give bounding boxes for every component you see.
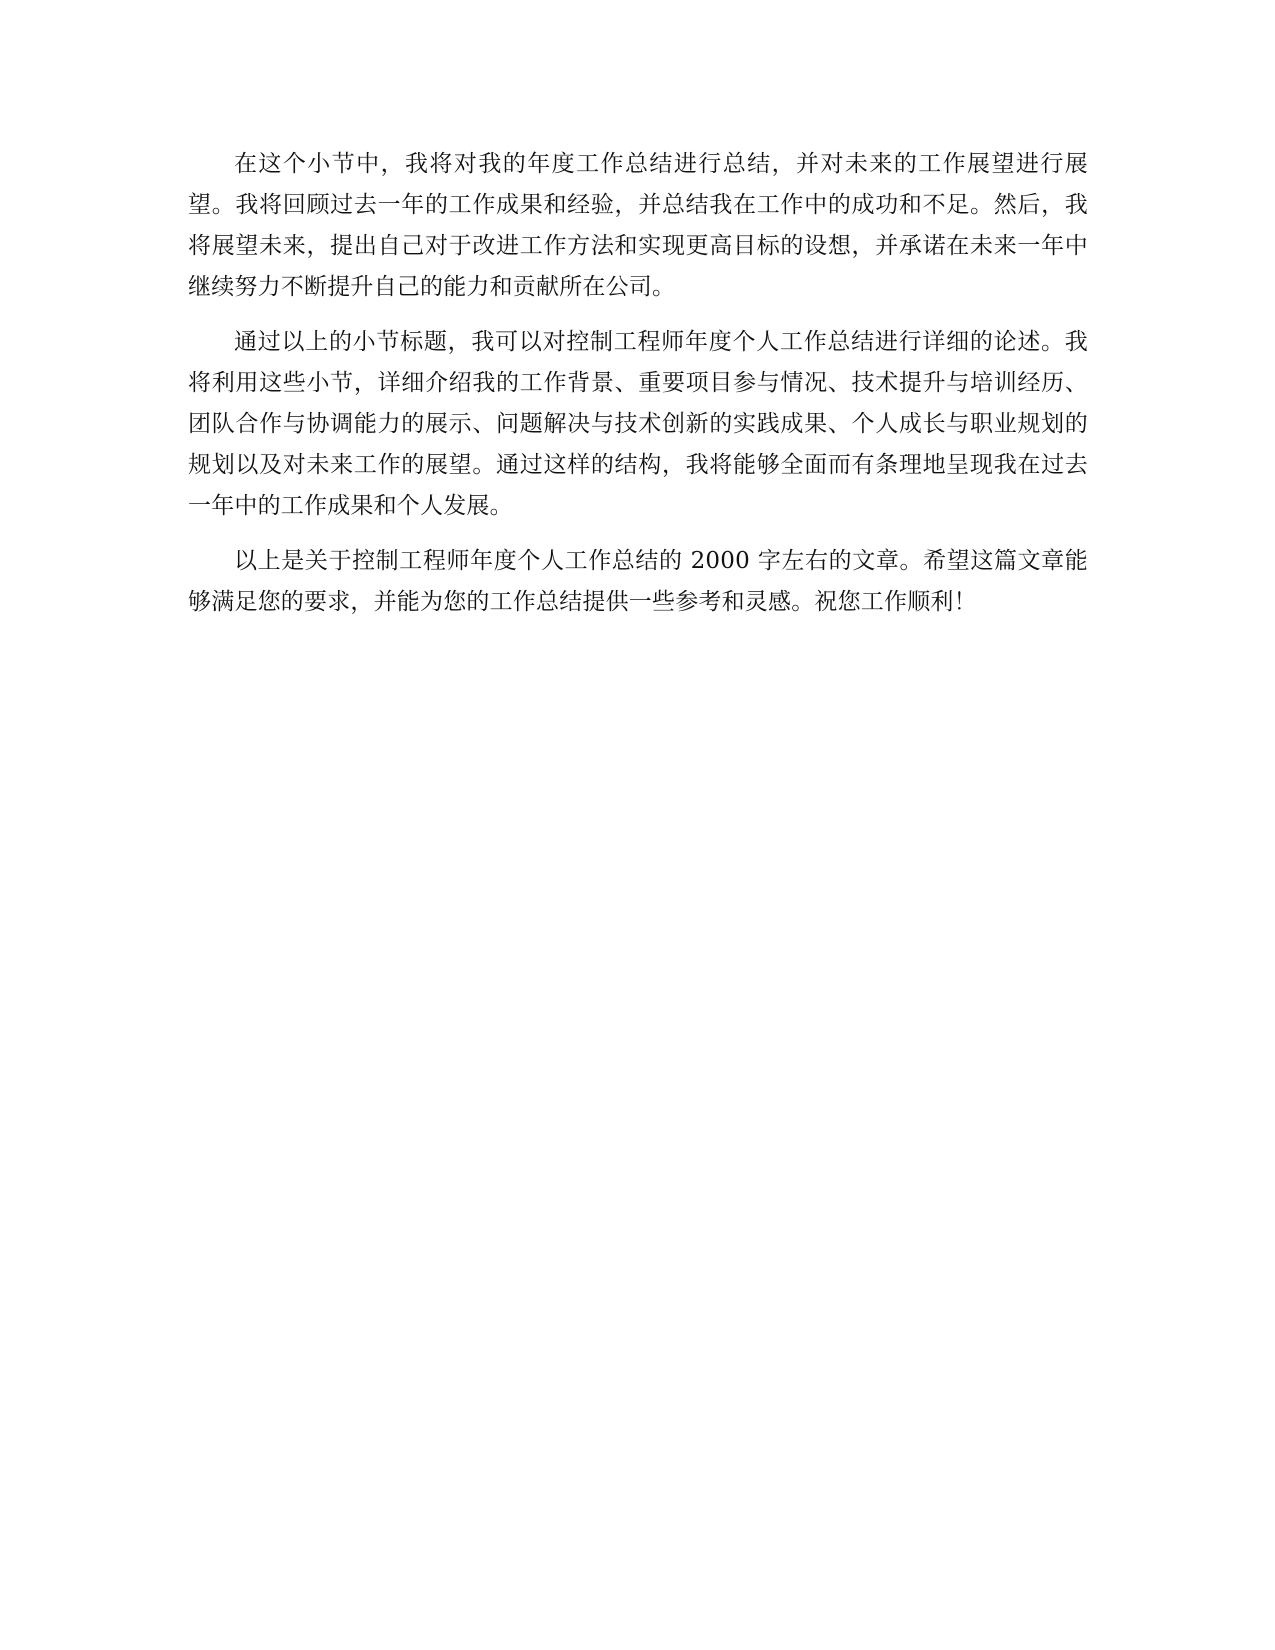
paragraph-summary-outlook: 在这个小节中，我将对我的年度工作总结进行总结，并对未来的工作展望进行展望。我将回顾过去一年的工作成果和经验，并总结我在工作中的成功和不足。然后，我将展望未来，提出自己对于改进工作方法和实现更高目标的设想，并承诺在未来一年中继续努力不断提升自己的能力和贡献所在公司。 (188, 151, 1088, 300)
paragraph-closing: 以上是关于控制工程师年度个人工作总结的 2000 字左右的文章。希望这篇文章能够满足您的要求，并能为您的工作总结提供一些参考和灵感。祝您工作顺利！ (188, 548, 1088, 615)
document-body (188, 144, 1088, 637)
paragraph-structure-overview: 通过以上的小节标题，我可以对控制工程师年度个人工作总结进行详细的论述。我将利用这些小节，详细介绍我的工作背景、重要项目参与情况、技术提升与培训经历、团队合作与协调能力的展示、问题解决与技术创新的实践成果、个人成长与职业规划的规划以及对未来工作的展望。通过这样的结构，我将能够全面而有条理地呈现我在过去一年中的工作成果和个人发展。 (188, 329, 1088, 519)
